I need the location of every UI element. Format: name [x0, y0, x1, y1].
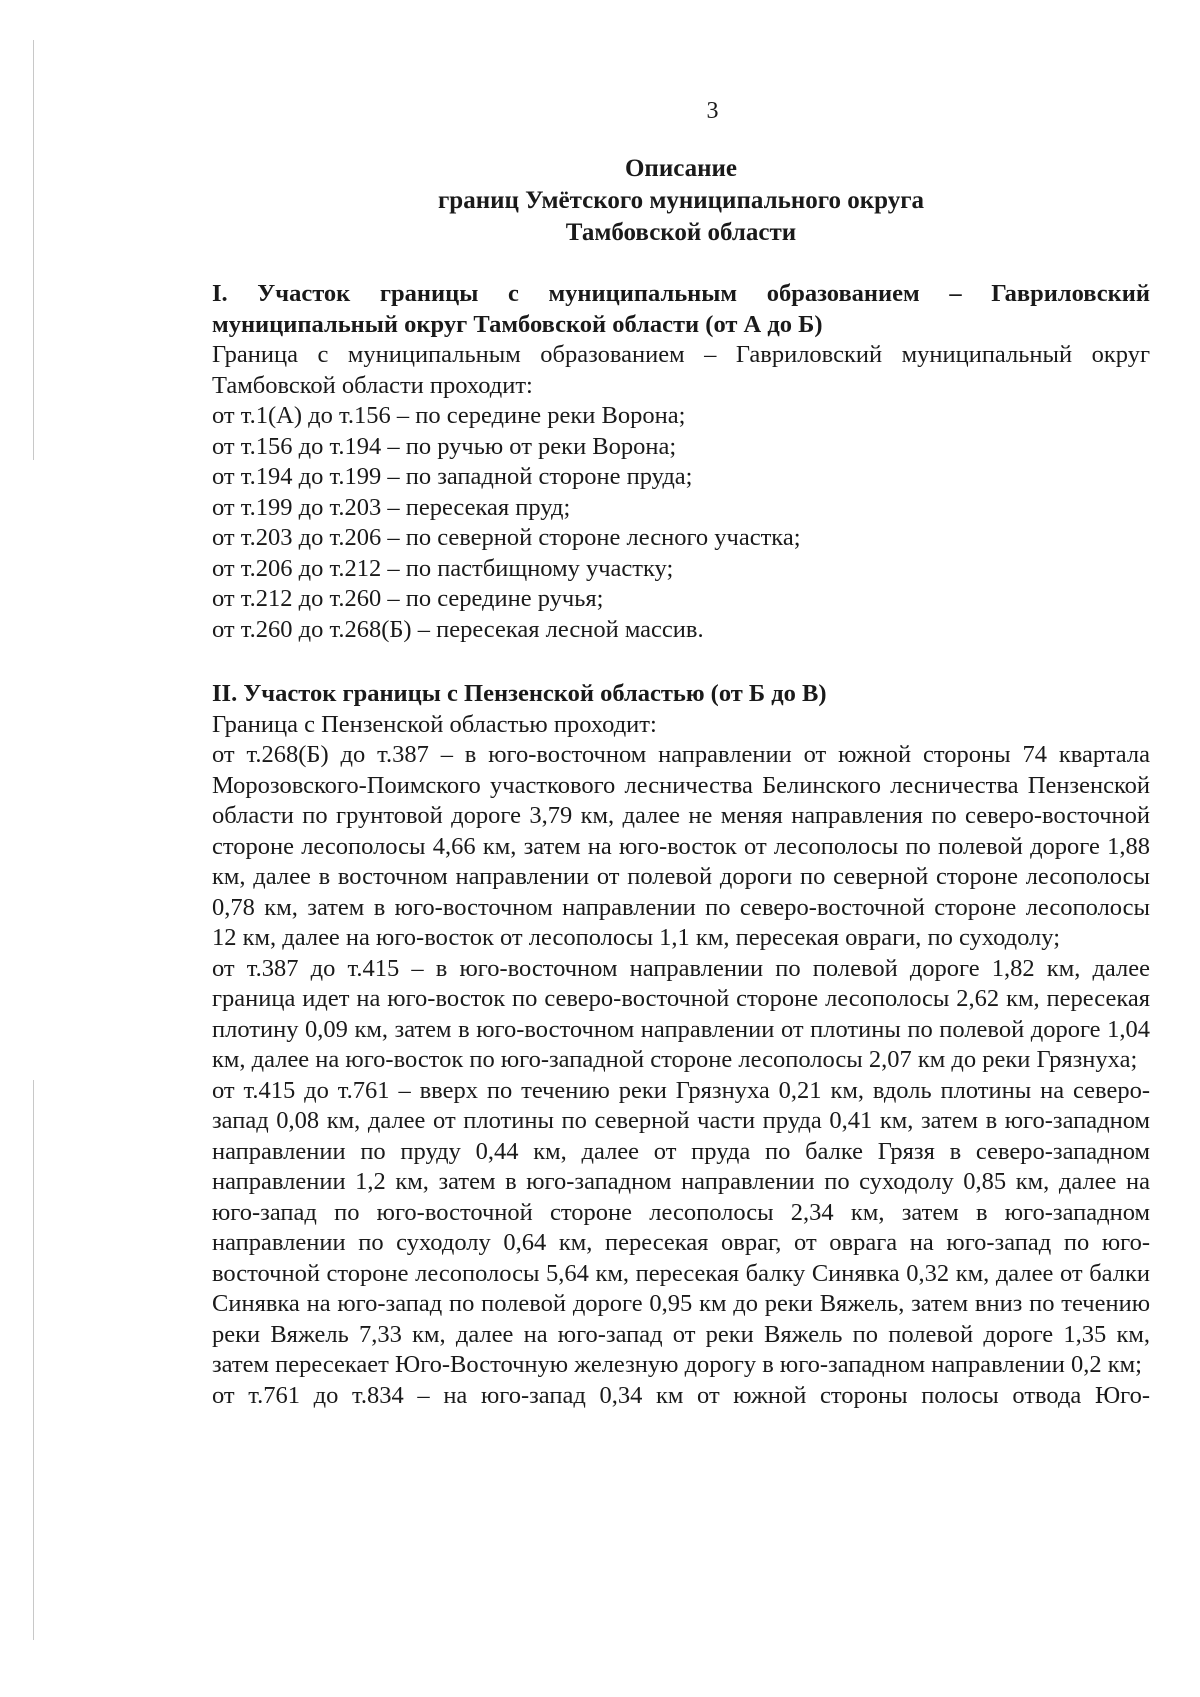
section-1-item: от т.206 до т.212 – по пастбищному участку; — [212, 554, 674, 582]
section-1-item: от т.1(А) до т.156 – по середине реки Ворона; — [212, 402, 686, 429]
section-2-heading: II. Участок границы с Пензенской областью (от Б до В) — [212, 680, 827, 707]
section-2-intro: Граница с Пензенской областью проходит: — [212, 710, 657, 738]
title-line-1: Описание — [624, 155, 738, 182]
page-number: 3 — [706, 98, 719, 124]
scan-margin-line — [33, 1080, 34, 1640]
section-spacer — [212, 645, 1150, 679]
title-line-3: Тамбовской области — [565, 219, 797, 246]
section-1-item: от т.194 до т.199 – по западной стороне пруда; — [212, 463, 693, 490]
title-line-2: границ Умётского муниципального округа — [437, 187, 925, 214]
document-title — [212, 153, 1150, 249]
section-1-item: от т.212 до т.260 – по середине ручья; — [212, 585, 604, 612]
section-2-item: от т.268(Б) до т.387 – в юго-восточном направлении от южной стороны 74 квартала Морозовского-Поимского участкового лесничества Белинского лесничества Пензенской области по грунтовой дороге 3,79 км, далее не меняя направления по северо-восточной стороне лесополосы 4,66 км, затем на юго-восток от лесополосы по полевой дороге 1,88 км, далее в восточном направлении от полевой дороги по северной стороне лесополосы 0,78 км, затем в юго-восточном направлении по северо-восточной стороне лесополосы 12 км, далее на юго-восток от лесополосы 1,1 км, пересекая овраги, по суходолу; — [212, 741, 1150, 951]
section-2-item: от т.761 до т.834 – на юго-запад 0,34 км от южной стороны полосы отвода Юго- — [212, 1381, 1150, 1409]
section-1-item: от т.260 до т.268(Б) – пересекая лесной массив. — [212, 615, 704, 643]
section-1-heading: I. Участок границы с муниципальным образованием – Гавриловский муниципальный округ Тамбовской области (от А до Б) — [212, 280, 1150, 338]
section-1-intro: Граница с муниципальным образованием – Гавриловский муниципальный округ Тамбовской области проходит: — [212, 341, 1150, 399]
document-body — [212, 279, 1150, 1411]
section-2-item: от т.387 до т.415 – в юго-восточном направлении по полевой дороге 1,82 км, далее граница идет на юго-восток по северо-восточной стороне лесополосы 2,62 км, пересекая плотину 0,09 км, затем в юго-восточном направлении от плотины по полевой дороге 1,04 км, далее на юго-восток по юго-западной стороне лесополосы 2,07 км до реки Грязнуха; — [212, 954, 1150, 1073]
section-2-item: от т.415 до т.761 – вверх по течению реки Грязнуха 0,21 км, вдоль плотины на северо-запад 0,08 км, далее от плотины по северной части пруда 0,41 км, затем в юго-западном направлении по пруду 0,44 км, далее от пруда по балке Грязя в северо-западном направлении 1,2 км, затем в юго-западном направлении по суходолу 0,85 км, далее на юго-запад по юго-восточной стороне лесополосы 2,34 км, затем в юго-западном направлении по суходолу 0,64 км, пересекая овраг, от оврага на юго-запад по юго-восточной стороне лесополосы 5,64 км, пересекая балку Синявка 0,32 км, далее от балки Синявка на юго-запад по полевой дороге 0,95 км до реки Вяжель, затем вниз по течению реки Вяжель 7,33 км, далее на юго-запад от реки Вяжель по полевой дороге 1,35 км, затем пересекает Юго-Восточную железную дорогу в юго-западном направлении 0,2 км; — [212, 1076, 1150, 1378]
section-1-item: от т.199 до т.203 – пересекая пруд; — [212, 493, 571, 521]
section-1-item: от т.156 до т.194 – по ручью от реки Ворона; — [212, 432, 677, 460]
section-1-item: от т.203 до т.206 – по северной стороне лесного участка; — [212, 524, 801, 551]
